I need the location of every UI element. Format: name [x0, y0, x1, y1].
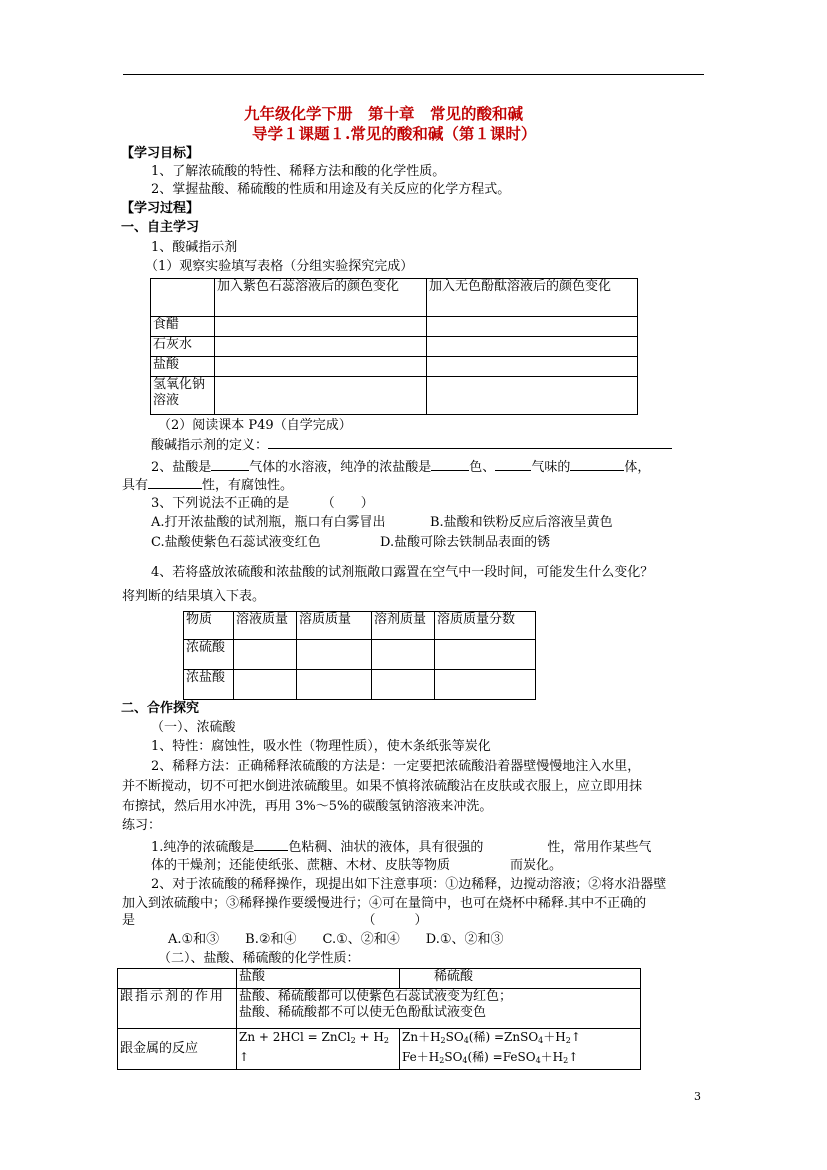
q3-option-b: B.盐酸和铁粉反应后溶液呈黄色: [430, 515, 613, 530]
exercise-2: 2、对于浓硫酸的稀释操作，现提出如下注意事项：①边稀释，边搅动溶液；②将水沿器壁: [151, 877, 667, 892]
answer-cell[interactable]: [215, 317, 427, 337]
h2so4-metal-reaction: [400, 1029, 641, 1070]
ex1-text: 性，常用作某些气: [547, 840, 652, 855]
q3-option-a: A.打开浓盐酸的试剂瓶，瓶口有白雾冒出: [151, 515, 386, 530]
eq-sub: 4: [538, 1036, 544, 1045]
answer-cell[interactable]: [234, 670, 297, 700]
section-2-heading: 二、合作探究: [121, 701, 200, 716]
blank[interactable]: [495, 458, 531, 471]
hcl-metal-reaction: [237, 1029, 400, 1070]
table-header-cell: 加入紫色石蕊溶液后的颜色变化: [215, 279, 427, 317]
goal-1: 1、了解浓硫酸的特性、稀释方法和酸的化学性质。: [151, 164, 446, 179]
table-header-cell: 溶质质量: [297, 612, 372, 640]
process-heading: 【学习过程】: [121, 201, 200, 216]
equation: [402, 1049, 638, 1069]
definition-line: [151, 436, 672, 454]
table-row-label: 盐酸: [151, 357, 215, 377]
question-3: 3、下列说法不正确的是 （ ）: [151, 496, 374, 511]
eq-part: (稀) =ZnSO: [468, 1030, 539, 1044]
q2-text: 具有: [122, 478, 149, 493]
table-corner-cell: [118, 969, 237, 989]
ex1-text: 而炭化。: [510, 858, 563, 873]
table-header-cell: 溶质质量分数: [435, 612, 536, 640]
eq-part: ＋H: [540, 1050, 564, 1064]
goals-heading: 【学习目标】: [121, 146, 200, 161]
page-number: 3: [694, 1090, 701, 1103]
eq-sub: 2: [350, 1036, 356, 1045]
answer-cell[interactable]: [234, 640, 297, 670]
table-header-cell: 稀硫酸: [400, 969, 641, 989]
eq-sub: 2: [383, 1036, 389, 1045]
answer-cell[interactable]: [215, 377, 427, 415]
question-4-cont: 将判断的结果填入下表。: [122, 589, 266, 604]
indicator-table: [150, 278, 638, 415]
answer-cell[interactable]: [435, 670, 536, 700]
acid-properties-heading: （二）、盐酸、稀硫酸的化学性质：: [158, 951, 360, 966]
question-4: 4、若将盛放浓硫酸和浓盐酸的试剂瓶敞口露置在空气中一段时间，可能发生什么变化？: [151, 565, 654, 580]
answer-cell[interactable]: [372, 670, 435, 700]
table-header-cell: 物质: [184, 612, 234, 640]
eq-sub: 4: [535, 1056, 541, 1065]
exercise-2-cont: 加入到浓硫酸中；③稀释操作要缓慢进行；④可在量筒中，也可在烧杯中稀释.其中不正确的: [122, 896, 647, 911]
sulfuric-property: 1、特性：腐蚀性，吸水性（物理性质），使木条纸张等炭化: [151, 739, 491, 754]
q2-text: 气味的: [531, 460, 571, 475]
answer-cell[interactable]: [297, 670, 372, 700]
question-2: [151, 458, 650, 476]
eq-part: + H: [355, 1030, 384, 1044]
eq-sub: 2: [440, 1036, 446, 1045]
q3-option-c: C.盐酸使紫色石蕊试液变红色: [151, 535, 321, 550]
equation: [239, 1029, 397, 1049]
ex1-text: 体的干燥剂；还能使纸张、蔗糖、木材、皮肤等物质: [151, 858, 451, 873]
answer-cell[interactable]: [215, 337, 427, 357]
eq-sub: 2: [563, 1056, 569, 1065]
exercise-1-cont: [151, 858, 562, 874]
eq-arrow: ↑: [570, 1030, 581, 1044]
answer-cell[interactable]: [427, 337, 638, 357]
section-1-heading: 一、自主学习: [121, 220, 200, 235]
blank[interactable]: [148, 476, 202, 489]
blank[interactable]: [431, 458, 469, 471]
header-rule: [123, 74, 704, 75]
practice-heading: 练习：: [122, 818, 162, 833]
definition-blank[interactable]: [268, 436, 672, 449]
eq-sub: 4: [462, 1056, 468, 1065]
q2-text: 体，: [624, 460, 651, 475]
reading-instruction: （2）阅读课本 P49（自学完成）: [158, 418, 352, 433]
eq-sub: 2: [439, 1056, 445, 1065]
table-row-label: 石灰水: [151, 337, 215, 357]
table-header-cell: [151, 279, 215, 317]
exercise-2-cont2: 是 （ ）: [122, 913, 428, 928]
q2-text: 色、: [469, 460, 496, 475]
dilution-line-1: 2、稀释方法：正确稀释浓硫酸的方法是：一定要把浓硫酸沿着器壁慢慢地注入水里，: [151, 759, 641, 774]
eq-part: (稀) =FeSO: [467, 1050, 536, 1064]
eq-arrow: ↑: [568, 1050, 579, 1064]
table-header-cell: 溶液质量: [234, 612, 297, 640]
document-title: 九年级化学下册 第十章 常见的酸和碱: [244, 104, 524, 123]
eq-part: Zn＋H: [402, 1030, 441, 1044]
eq-part: ＋H: [543, 1030, 566, 1044]
answer-cell[interactable]: [297, 640, 372, 670]
equation-arrow: ↑: [239, 1050, 250, 1064]
table-row-label: 食醋: [151, 317, 215, 337]
table-row-label: 跟金属的反应: [118, 1029, 237, 1070]
answer-cell[interactable]: [372, 640, 435, 670]
question-2-cont: [122, 476, 293, 494]
indicator-effect-text: 盐酸、稀硫酸都可以使紫色石蕊试液变为红色；: [239, 989, 513, 1004]
eq-part: Zn + 2HCl = ZnCl: [239, 1030, 351, 1044]
eq-part: SO: [445, 1030, 464, 1044]
acid-properties-table: [117, 968, 641, 1070]
table-header-cell: 盐酸: [237, 969, 400, 989]
answer-cell[interactable]: [435, 640, 536, 670]
exercise-2-options: A.①和③ B.②和④ C.①、②和④ D.①、②和③: [168, 932, 504, 947]
eq-part: SO: [444, 1050, 463, 1064]
q3-option-d: D.盐酸可除去铁制品表面的锈: [380, 535, 551, 550]
table-row-label: 氢氧化钠溶液: [151, 377, 215, 415]
table-row-label: 浓盐酸: [184, 670, 234, 700]
ex1-text: 1.纯净的浓硫酸是: [151, 840, 255, 855]
q2-text: 气体的水溶液，纯净的浓盐酸是: [249, 460, 432, 475]
indicator-effect-text: 盐酸、稀硫酸都不可以使无色酚酞试液变色: [239, 1005, 487, 1020]
blank[interactable]: [254, 838, 288, 851]
dilution-line-2: 并不断搅动，切不可把水倒进浓硫酸里。如果不慎将浓硫酸沾在皮肤或衣服上，应立即用抹: [122, 779, 643, 794]
observe-instruction: （1）观察实验填写表格（分组实验探究完成）: [145, 259, 414, 274]
lesson-title: 导学１课题１.常见的酸和碱（第１课时）: [252, 124, 537, 143]
answer-cell[interactable]: [427, 357, 638, 377]
goal-2: 2、掌握盐酸、稀硫酸的性质和用途及有关反应的化学方程式。: [151, 182, 511, 197]
q2-text: 性，有腐蚀性。: [202, 478, 294, 493]
answer-cell[interactable]: [427, 377, 638, 415]
dilution-line-3: 布擦拭，然后用水冲洗，再用 3%～5%的碳酸氢钠溶液来冲洗。: [122, 799, 493, 814]
eq-part: Fe＋H: [402, 1050, 440, 1064]
equation: [402, 1029, 638, 1049]
q2-text: 2、盐酸是: [151, 460, 212, 475]
exercise-1: [151, 838, 651, 856]
indicator-effect-cell: [237, 989, 641, 1029]
table-row-label: 跟指示剂的作用: [118, 989, 237, 1029]
table-header-cell: 溶剂质量: [372, 612, 435, 640]
table-header-cell: 加入无色酚酞溶液后的颜色变化: [427, 279, 638, 317]
blank[interactable]: [570, 458, 624, 471]
eq-sub: 2: [565, 1036, 571, 1045]
blank[interactable]: [211, 458, 249, 471]
ex1-text: 色粘稠、油状的液体，具有很强的: [288, 840, 484, 855]
table-row-label: 浓硫酸: [184, 640, 234, 670]
definition-label: 酸碱指示剂的定义：: [151, 438, 269, 453]
eq-sub: 4: [463, 1036, 469, 1045]
answer-cell[interactable]: [215, 357, 427, 377]
evaporation-table: [183, 611, 536, 700]
answer-cell[interactable]: [427, 317, 638, 337]
sulfuric-acid-heading: （一）、浓硫酸: [151, 720, 236, 735]
indicator-heading: 1、酸碱指示剂: [151, 240, 238, 255]
